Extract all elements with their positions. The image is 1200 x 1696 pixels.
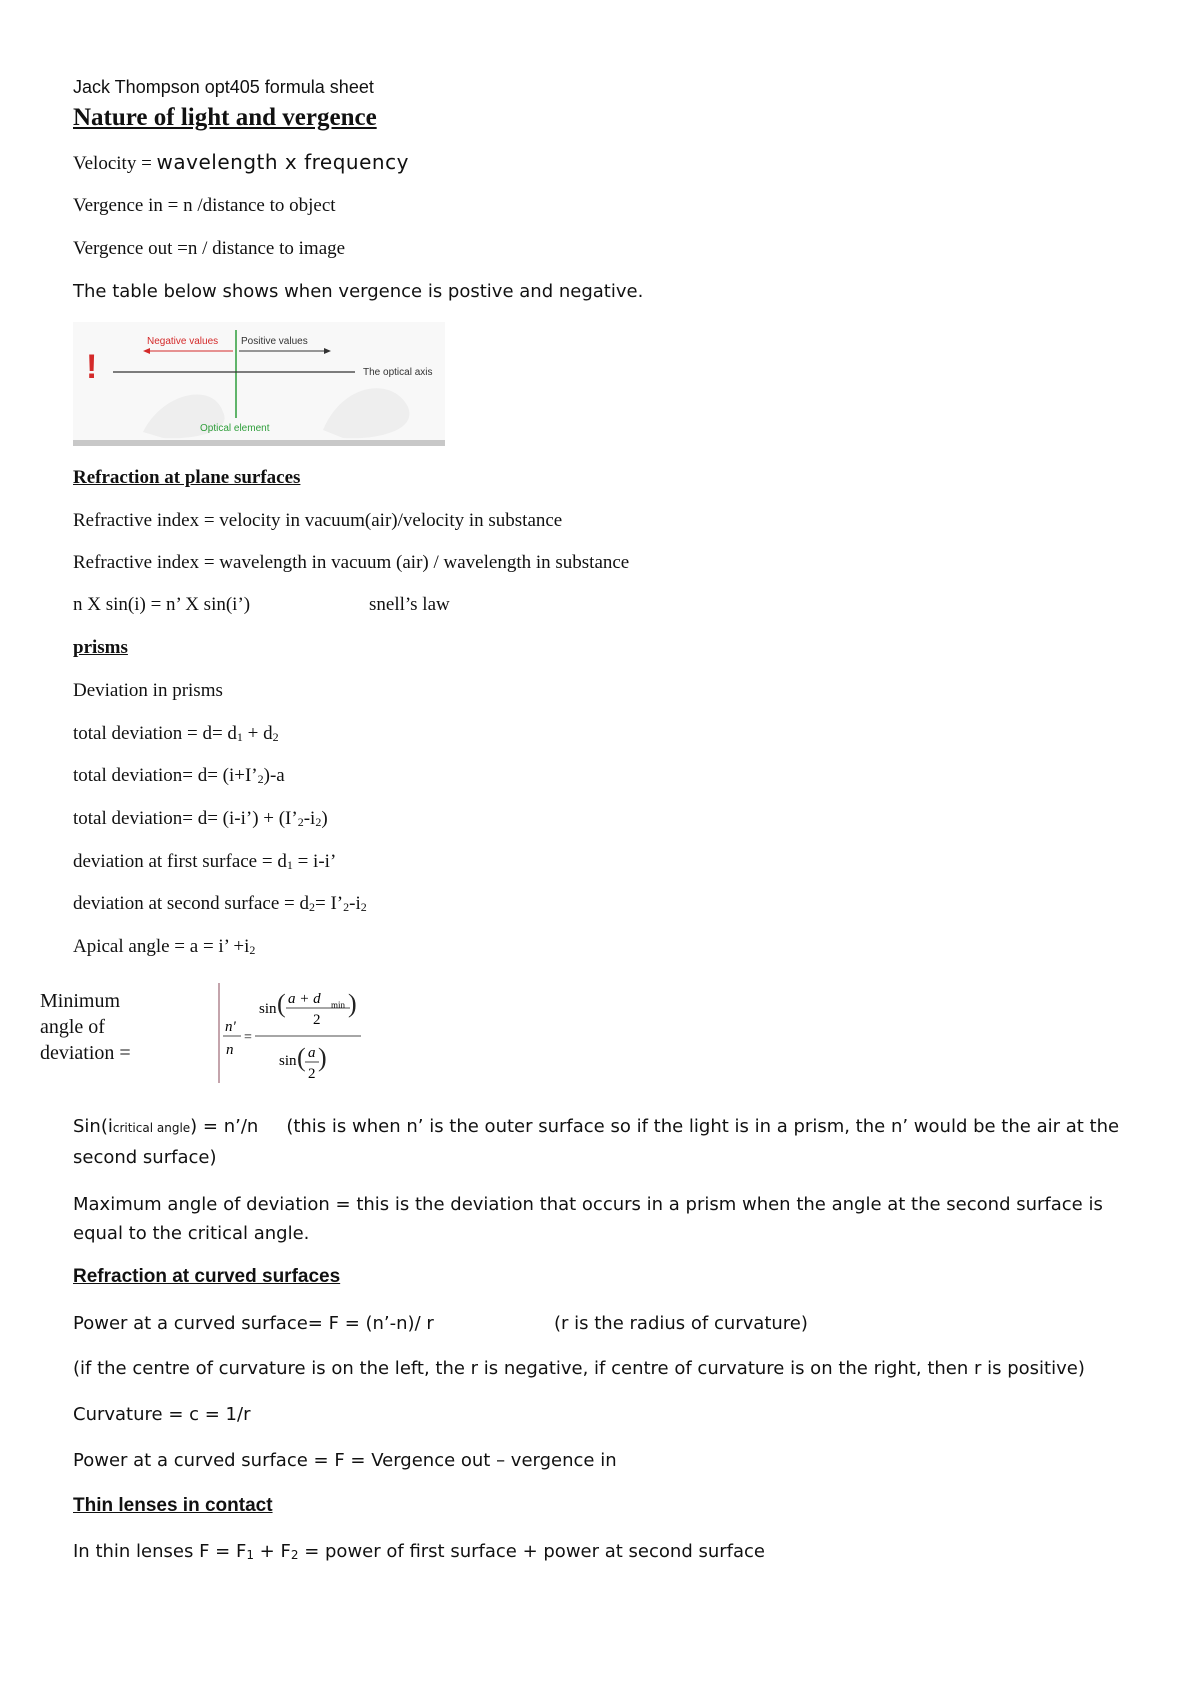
critical-angle-paragraph: Sin(icritical angle) = n’/n (this is when n’ is the outer surface so if the light is in a prism, the n’ would be the air at the second surface)	[73, 1116, 1120, 1168]
maximum-deviation-paragraph: Maximum angle of deviation = this is the deviation that occurs in a prism when the angle at the second surface is equal to the critical angle.	[73, 1194, 1103, 1244]
formula-a-plus-d: a + d	[288, 991, 321, 1007]
formula-paren-left-bottom: (	[297, 1043, 306, 1072]
formula-n: n	[226, 1042, 234, 1058]
warning-mark: !	[86, 348, 98, 386]
diagram-base-bar	[73, 440, 445, 446]
heading-nature-of-light: Nature of light and vergence	[73, 104, 377, 131]
formula-sin-bottom: sin	[279, 1053, 297, 1069]
velocity-formula	[73, 151, 409, 175]
heading-prisms: prisms	[73, 637, 128, 658]
radius-note: (r is the radius of curvature)	[554, 1313, 808, 1334]
formula-n-prime: n'	[225, 1019, 236, 1035]
formula-paren-right-bottom: )	[318, 1043, 327, 1072]
total-deviation-apical: total deviation= d= (i+I’2)-a	[73, 765, 285, 786]
velocity-expression: wavelength x frequency	[156, 150, 409, 174]
apical-angle: Apical angle = a = i’ +i2	[73, 936, 256, 957]
heading-thin-lenses: Thin lenses in contact	[73, 1495, 273, 1516]
minimum-deviation-formula	[217, 983, 377, 1083]
formula-sin-top: sin	[259, 1001, 277, 1017]
snells-law-equation: n X sin(i) = n’ X sin(i’)	[73, 594, 251, 615]
negative-values-label: Negative values	[147, 336, 219, 347]
table-note: The table below shows when vergence is postive and negative.	[73, 281, 644, 302]
snells-law-label: snell’s law	[369, 594, 450, 615]
optical-element-label: Optical element	[200, 423, 270, 434]
power-vergence-formula: Power at a curved surface = F = Vergence out – vergence in	[73, 1450, 617, 1471]
deviation-first-surface: deviation at first surface = d1 = i-i’	[73, 851, 337, 872]
velocity-label: Velocity =	[73, 153, 157, 174]
formula-a: a	[308, 1045, 316, 1061]
optical-axis-label: The optical axis	[363, 367, 433, 378]
heading-curved-surfaces: Refraction at curved surfaces	[73, 1266, 341, 1287]
formula-min-subscript: min	[331, 1000, 346, 1010]
vergence-out-formula: Vergence out =n / distance to image	[73, 238, 346, 259]
refractive-index-velocity: Refractive index = velocity in vacuum(air)/velocity in substance	[73, 510, 563, 531]
minimum-deviation-label: Minimum angle of deviation =	[40, 990, 131, 1064]
positive-values-label: Positive values	[241, 336, 308, 347]
deviation-second-surface: deviation at second surface = d2= I’2-i2	[73, 893, 367, 914]
refractive-index-wavelength: Refractive index = wavelength in vacuum (air) / wavelength in substance	[73, 552, 630, 573]
thin-lens-formula: In thin lenses F = F1 + F2 = power of first surface + power at second surface	[73, 1541, 765, 1562]
critical-angle-note: (this is when n’ is the outer surface so if the light is in a prism, the n’ would be the air at the second surface)	[73, 1116, 1120, 1168]
curvature-formula: Curvature = c = 1/r	[73, 1404, 251, 1425]
formula-equals: =	[244, 1030, 252, 1045]
vergence-sign-diagram	[73, 322, 445, 446]
deviation-title: Deviation in prisms	[73, 680, 223, 701]
formula-paren-right: )	[348, 989, 357, 1018]
total-deviation-angles: total deviation= d= (i-i’) + (I’2-i2)	[73, 808, 328, 829]
power-curved-surface: Power at a curved surface= F = (n’-n)/ r	[73, 1313, 434, 1334]
vergence-in-formula: Vergence in = n /distance to object	[73, 195, 336, 216]
doc-title: Jack Thompson opt405 formula sheet	[73, 77, 374, 97]
formula-two-bottom: 2	[308, 1066, 316, 1082]
formula-paren-left: (	[277, 989, 286, 1018]
curvature-sign-note: (if the centre of curvature is on the left, the r is negative, if centre of curvature is on the right, then r is positive)	[73, 1358, 1085, 1379]
heading-plane-surfaces: Refraction at plane surfaces	[73, 467, 301, 488]
formula-two-top: 2	[313, 1012, 321, 1028]
total-deviation-sum: total deviation = d= d1 + d2	[73, 723, 279, 744]
